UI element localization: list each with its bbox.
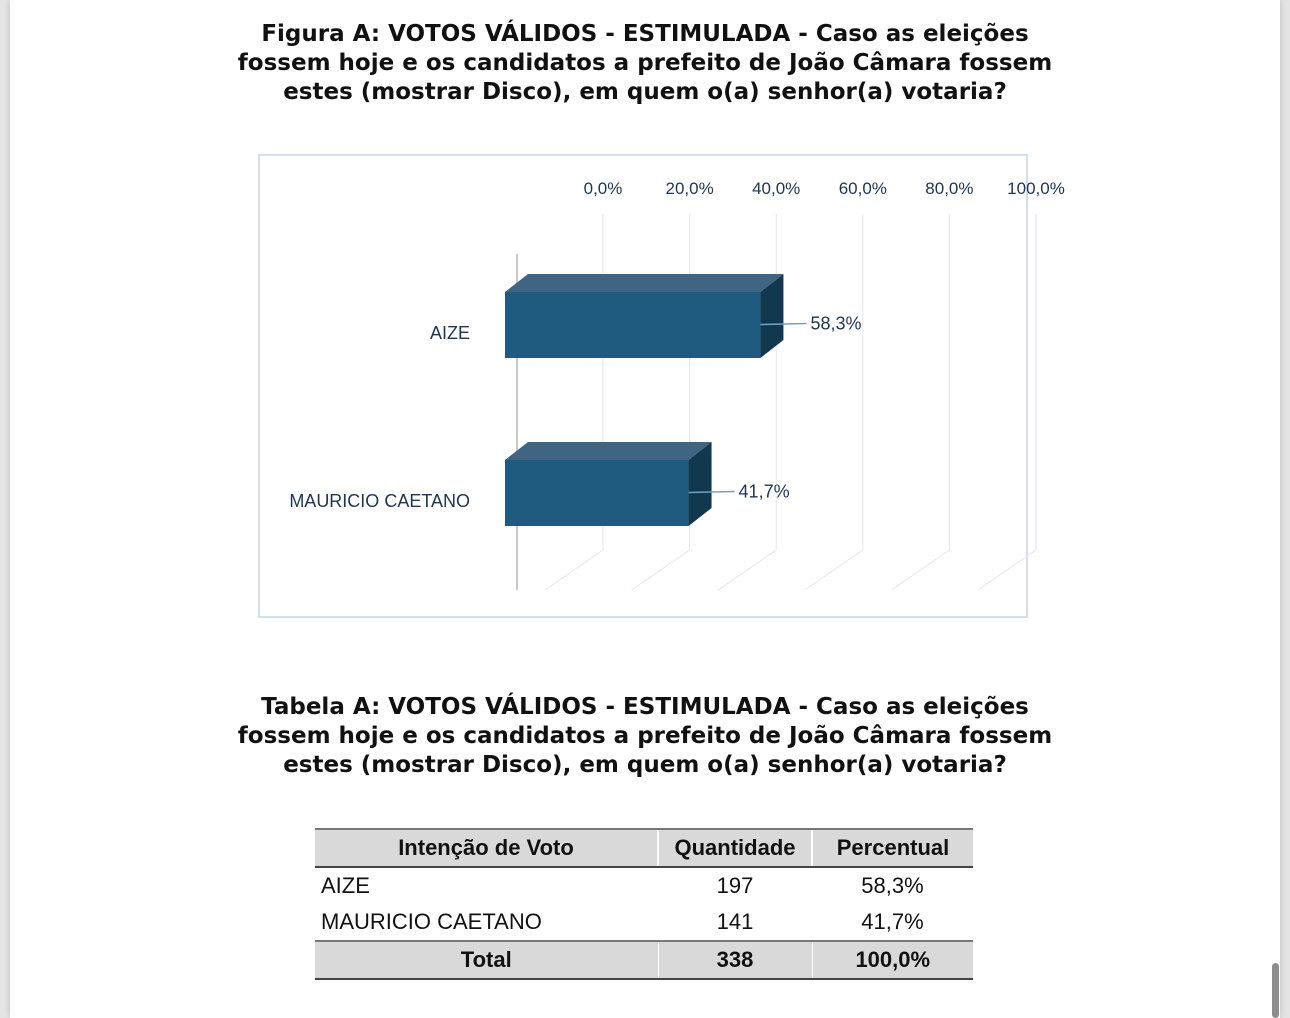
figure-title-line: Figura A: VOTOS VÁLIDOS - ESTIMULADA - Caso as eleições [261,21,1029,47]
row-percent: 58,3% [861,873,924,898]
header-percent: Percentual [812,829,973,867]
floor-gridline [545,550,603,590]
row-name: MAURICIO CAETANO [321,909,542,934]
header-quantity: Quantidade [658,829,812,867]
data-label: 58,3% [810,313,862,334]
x-tick-label: 80,0% [925,179,974,198]
figure-title [10,20,1280,107]
data-label: 41,7% [738,481,790,502]
x-tick-label: 100,0% [1007,179,1065,198]
table-row [315,904,973,941]
data-label-leader [689,492,735,493]
total-label: Total [315,941,658,979]
bar-top-face [505,442,712,460]
floor-gridline [805,550,863,590]
bar [505,292,760,358]
bar-chart [258,154,1065,618]
row-name: AIZE [321,873,370,898]
table-title-line: fossem hoje e os candidatos a prefeito de João Câmara fossem [237,723,1053,749]
row-quantity: 141 [716,909,754,934]
table-title [10,693,1280,780]
vote-table [315,828,973,980]
category-label: AIZE [429,323,470,343]
table-title-line: estes (mostrar Disco), em quem o(a) senhor(a) votaria? [283,752,1007,778]
table-total-row [315,941,973,979]
table-row [315,867,973,904]
figure-title-line: estes (mostrar Disco), em quem o(a) senhor(a) votaria? [283,79,1007,105]
bar [505,460,689,526]
x-tick-label: 0,0% [583,179,623,198]
row-percent: 41,7% [861,909,924,934]
total-quantity: 338 [658,941,812,979]
bar-top-face [505,274,783,292]
chart-frame [258,154,1065,618]
data-label-leader [760,324,806,325]
floor-gridline [632,550,690,590]
category-label: MAURICIO CAETANO [289,491,470,511]
floor-gridline [891,550,949,590]
x-tick-label: 60,0% [838,179,887,198]
table-header-row [315,829,973,867]
x-tick-label: 20,0% [665,179,714,198]
header-intention: Intenção de Voto [315,829,658,867]
total-percent: 100,0% [812,941,973,979]
floor-gridline [978,550,1036,590]
figure-title-line: fossem hoje e os candidatos a prefeito de João Câmara fossem [237,50,1053,76]
floor-gridline [718,550,776,590]
document-page [10,0,1280,1018]
x-tick-label: 40,0% [752,179,801,198]
table-title-line: Tabela A: VOTOS VÁLIDOS - ESTIMULADA - Caso as eleições [261,694,1029,720]
row-quantity: 197 [716,873,754,898]
vertical-scrollbar[interactable] [1272,963,1279,1018]
